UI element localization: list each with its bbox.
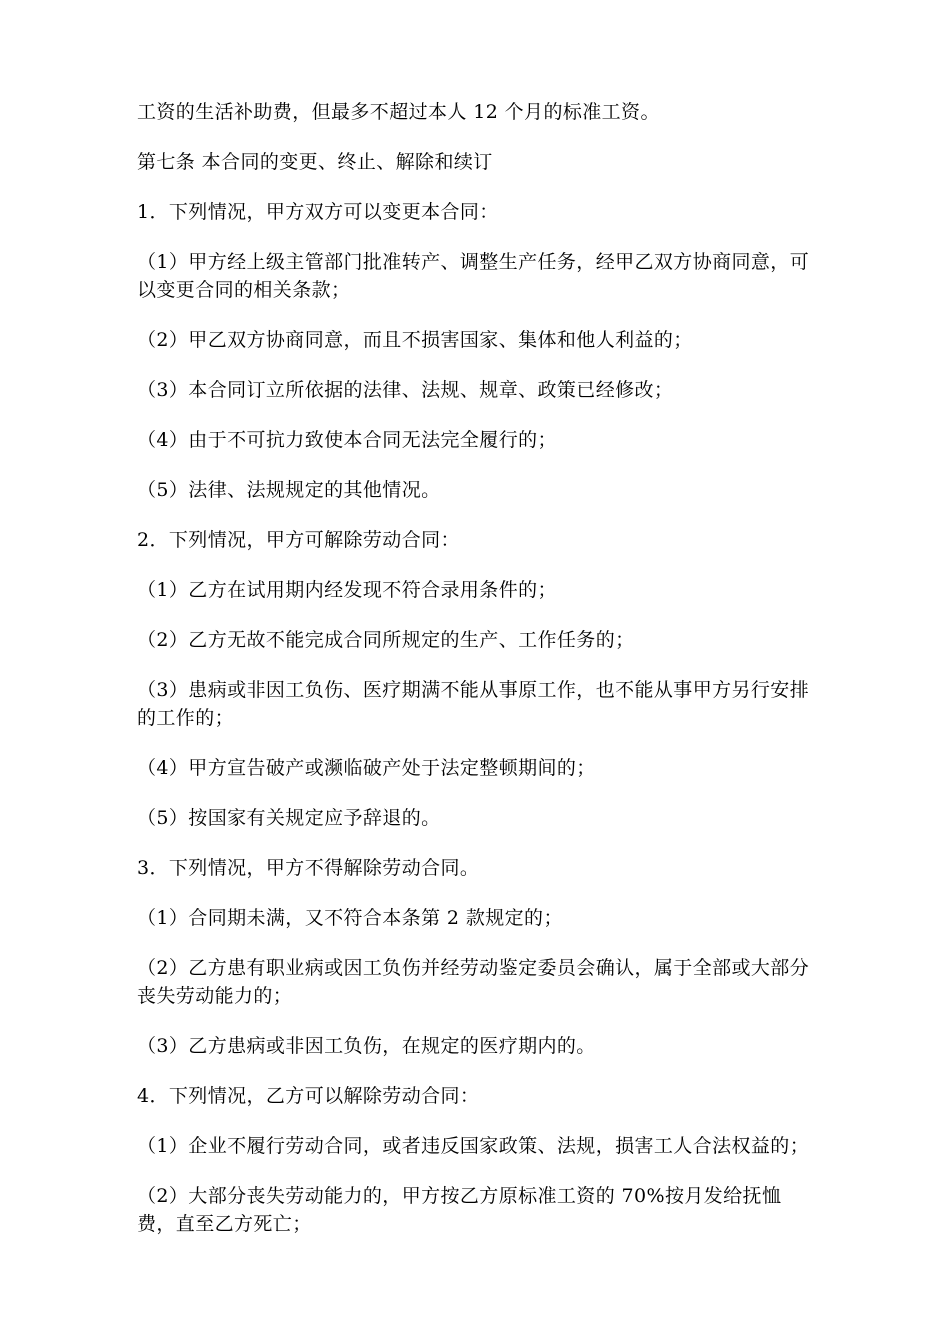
clause-2-heading: 2．下列情况，甲方可解除劳动合同：	[137, 529, 460, 551]
clause-1-item-2: （2）甲乙双方协商同意，而且不损害国家、集体和他人利益的；	[137, 329, 693, 351]
clause-2-item-5: （5）按国家有关规定应予辞退的。	[137, 807, 441, 829]
clause-3-item-1: （1）合同期未满，又不符合本条第 2 款规定的；	[137, 907, 563, 929]
clause-2-item-2: （2）乙方无故不能完成合同所规定的生产、工作任务的；	[137, 629, 635, 651]
clause-3-heading: 3．下列情况，甲方不得解除劳动合同。	[137, 857, 480, 879]
clause-4-item-1: （1）企业不履行劳动合同，或者违反国家政策、法规，损害工人合法权益的；	[137, 1135, 810, 1157]
clause-1-heading: 1．下列情况，甲方双方可以变更本合同：	[137, 201, 499, 223]
clause-2-item-3: （3）患病或非因工负伤、医疗期满不能从事原工作，也不能从事甲方另行安排的工作的；	[137, 679, 810, 729]
clause-1-item-5: （5）法律、法规规定的其他情况。	[137, 479, 441, 501]
document-body	[137, 98, 817, 1260]
clause-3-item-3: （3）乙方患病或非因工负伤，在规定的医疗期内的。	[137, 1035, 596, 1057]
clause-4-item-2: （2）大部分丧失劳动能力的，甲方按乙方原标准工资的 70%按月发给抚恤费，直至乙方死亡；	[137, 1185, 782, 1235]
clause-4-heading: 4．下列情况，乙方可以解除劳动合同：	[137, 1085, 480, 1107]
clause-2-item-1: （1）乙方在试用期内经发现不符合录用条件的；	[137, 579, 557, 601]
paragraph-living-allowance: 工资的生活补助费，但最多不超过本人 12 个月的标准工资。	[137, 101, 660, 123]
clause-3-item-2: （2）乙方患有职业病或因工负伤并经劳动鉴定委员会确认，属于全部或大部分丧失劳动能力的；	[137, 957, 810, 1007]
clause-1-item-4: （4）由于不可抗力致使本合同无法完全履行的；	[137, 429, 557, 451]
article-seven-heading: 第七条 本合同的变更、终止、解除和续订	[137, 151, 493, 173]
clause-1-item-1: （1）甲方经上级主管部门批准转产、调整生产任务，经甲乙双方协商同意，可以变更合同的相关条款；	[137, 251, 810, 301]
clause-1-item-3: （3）本合同订立所依据的法律、法规、规章、政策已经修改；	[137, 379, 674, 401]
clause-2-item-4: （4）甲方宣告破产或濒临破产处于法定整顿期间的；	[137, 757, 596, 779]
